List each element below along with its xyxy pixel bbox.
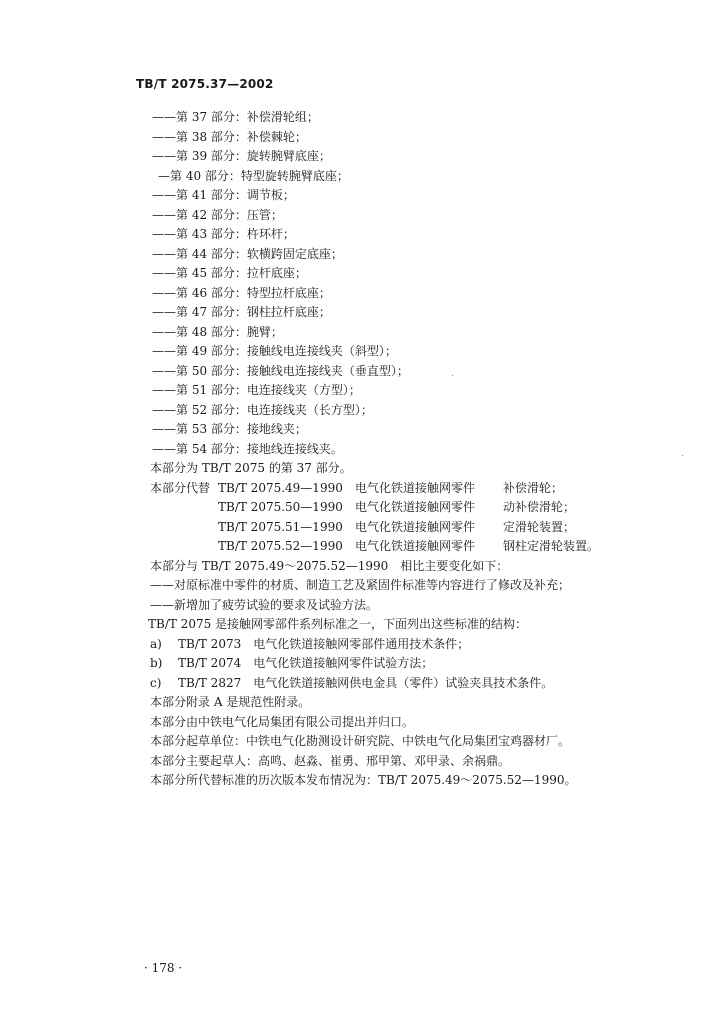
change-item: ——新增加了疲劳试验的要求及试验方法。 (150, 597, 379, 612)
part-statement: 本部分为 TB/T 2075 的第 37 部分。 (150, 461, 352, 475)
replaced-standard-name: 补偿滑轮； (503, 480, 564, 495)
series-item-marker: b) (150, 656, 163, 670)
page-number: · 178 · (144, 961, 183, 975)
part-item: ——第 48 部分：腕臂； (152, 324, 283, 339)
part-item: ——第 38 部分：补偿棘轮； (152, 129, 307, 144)
parts-list (150, 108, 620, 459)
note-line: 本部分附录 A 是规范性附录。 (150, 695, 311, 709)
replaced-standard-name: 动补偿滑轮； (503, 500, 576, 514)
replaced-standard-name: 定滑轮装置； (503, 519, 576, 534)
series-item-marker: a) (150, 636, 162, 651)
replaced-standard-code: TB/T 2075.49—1990 (218, 480, 343, 495)
part-item: ——第 54 部分：接地线连接线夹。 (152, 441, 343, 456)
part-item: ——第 52 部分：电连接线夹（长方型）； (152, 402, 373, 417)
replaced-standard-code: TB/T 2075.52—1990 (218, 539, 343, 553)
part-item: ——第 51 部分：电连接线夹（方型）； (152, 383, 361, 397)
replaced-standards (150, 479, 620, 557)
series-item-marker: c) (150, 675, 162, 690)
replaced-standard-category: 电气化铁道接触网零件 (355, 539, 476, 553)
replaced-standard-category: 电气化铁道接触网零件 (355, 480, 476, 495)
replaces-prefix: 本部分代替 (150, 480, 211, 495)
note-line: 本部分起草单位：中铁电气化勘测设计研究院、中铁电气化局集团宝鸡器材厂。 (150, 734, 571, 748)
series-item-text: TB/T 2074 电气化铁道接触网零件试验方法； (178, 656, 434, 670)
part-item: ——第 42 部分：压管； (152, 207, 283, 222)
part-item: ——第 41 部分：调节板； (152, 188, 295, 202)
replaced-standard-code: TB/T 2075.50—1990 (218, 500, 343, 514)
part-item: ——第 44 部分：软横跨固定底座； (152, 246, 343, 261)
part-item: ——第 46 部分：特型拉杆底座； (152, 285, 331, 300)
part-item: ——第 47 部分：钢柱拉杆底座； (152, 305, 331, 319)
part-item: ——第 39 部分：旋转腕臂底座； (152, 149, 331, 163)
series-intro: TB/T 2075 是接触网零部件系列标准之一，下面列出这些标准的结构： (148, 617, 528, 631)
standard-code-header: TB/T 2075.37—2002 (136, 77, 274, 91)
note-line: 本部分主要起草人：高鸣、赵淼、崔勇、邢甲第、邓甲录、余祸鼎。 (150, 753, 511, 768)
document-body (150, 108, 620, 791)
series-item (150, 674, 620, 694)
part-item: ——第 50 部分：接触线电连接线夹（垂直型）； (152, 363, 409, 378)
replaced-standard-row (150, 479, 620, 499)
part-item: ——第 45 部分：拉杆底座； (152, 266, 307, 280)
scan-speck (452, 375, 453, 376)
scan-speck (682, 455, 683, 456)
replaced-standard-name: 钢柱定滑轮装置。 (503, 539, 600, 553)
part-item: —第 40 部分：特型旋转腕臂底座； (158, 168, 349, 183)
changes-intro: 本部分与 TB/T 2075.49～2075.52—1990 相比主要变化如下： (150, 558, 509, 573)
part-item: ——第 43 部分：杵环杆； (152, 227, 295, 241)
series-item-text: TB/T 2827 电气化铁道接触网供电金具（零件）试验夹具技术条件。 (178, 675, 554, 690)
series-item (150, 635, 620, 655)
change-item: ——对原标准中零件的材质、制造工艺及紧固件标准等内容进行了修改及补充； (150, 578, 571, 592)
series-item (150, 654, 620, 674)
note-line: 本部分所代替标准的历次版本发布情况为：TB/T 2075.49～2075.52—1990。 (150, 773, 577, 787)
replaced-standard-row (150, 518, 620, 538)
replaced-standard-code: TB/T 2075.51—1990 (218, 519, 343, 534)
replaced-standard-row (150, 537, 620, 557)
part-item: ——第 49 部分：接触线电连接线夹（斜型）； (152, 344, 397, 358)
replaced-standard-category: 电气化铁道接触网零件 (355, 500, 476, 514)
part-item: ——第 37 部分：补偿滑轮组； (152, 110, 319, 124)
note-line: 本部分由中铁电气化局集团有限公司提出并归口。 (150, 714, 415, 729)
replaced-standard-category: 电气化铁道接触网零件 (355, 519, 476, 534)
series-item-text: TB/T 2073 电气化铁道接触网零部件通用技术条件； (178, 636, 470, 651)
part-item: ——第 53 部分：接地线夹； (152, 422, 307, 436)
replaced-standard-row (150, 498, 620, 518)
